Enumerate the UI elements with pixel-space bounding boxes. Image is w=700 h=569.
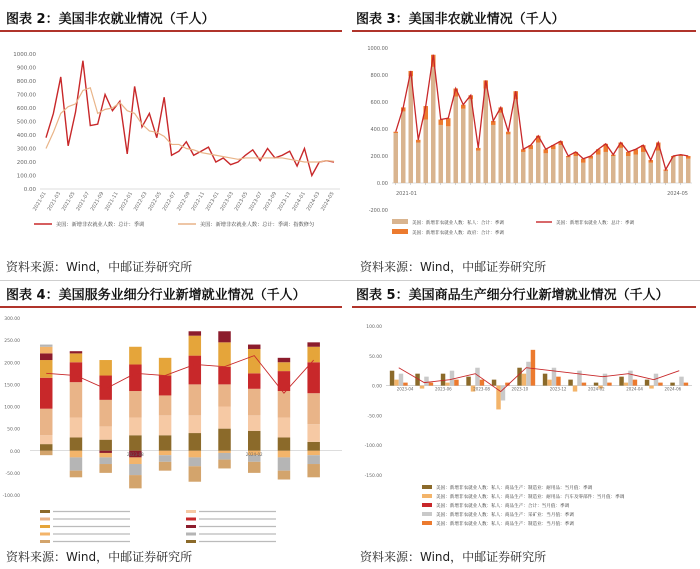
- x-tick-label: 2023-05: [233, 191, 250, 213]
- stacked-bar-chart: [0, 310, 348, 546]
- y-tick-label: 200.00: [16, 160, 36, 166]
- legend-swatch: [392, 229, 408, 234]
- bar-segment: [218, 460, 230, 469]
- bar-chart: [352, 34, 700, 264]
- bar-segment: [99, 426, 111, 439]
- y-tick-label: 200.00: [370, 154, 388, 160]
- bar-segment: [218, 407, 230, 429]
- bar: [399, 374, 403, 386]
- y-tick-label: -150.00: [364, 474, 382, 479]
- bar: [492, 380, 496, 386]
- bar-segment: [40, 444, 52, 451]
- bar-government: [439, 120, 444, 125]
- bar-segment: [278, 362, 290, 371]
- bar-segment: [40, 360, 52, 378]
- bar: [445, 383, 449, 386]
- bar-segment: [70, 451, 82, 458]
- y-tick-label: 0.00: [371, 384, 382, 390]
- bar-segment: [218, 384, 230, 406]
- bar-private: [409, 76, 414, 183]
- bar-private: [491, 125, 496, 183]
- bar: [526, 362, 530, 386]
- bar: [543, 374, 547, 386]
- chart-panel-4: [0, 284, 348, 569]
- bar-segment: [159, 395, 171, 415]
- bar-segment: [129, 418, 141, 436]
- source-note: 资料来源：Wind，中邮证券研究所: [6, 260, 193, 274]
- bar: [658, 383, 662, 386]
- bar-segment: [218, 451, 230, 453]
- bar: [531, 350, 535, 386]
- x-tick-label: 2022-03: [132, 191, 149, 213]
- bar: [568, 380, 572, 386]
- bar-segment: [218, 331, 230, 342]
- bar-segment: [99, 457, 111, 464]
- bar: [633, 380, 637, 386]
- legend-label: 美国：新增非农就业人数：政府：合计：季调: [412, 231, 504, 236]
- bar: [547, 380, 551, 386]
- bar-segment: [189, 384, 201, 415]
- x-tick-label: 2023-03: [219, 191, 235, 213]
- bar: [441, 374, 445, 386]
- bar: [517, 368, 521, 386]
- y-tick-label: 900.00: [16, 65, 36, 72]
- legend-swatch: [422, 494, 432, 498]
- y-tick-label: 50.00: [369, 354, 382, 360]
- y-tick-label: -100.00: [2, 494, 20, 499]
- bar-segment: [70, 382, 82, 417]
- legend-swatch: [40, 540, 50, 543]
- y-tick-label: 400.00: [16, 133, 36, 139]
- bar-private: [611, 156, 616, 183]
- bar-segment: [307, 455, 319, 464]
- legend-swatch: [40, 510, 50, 513]
- bar: [522, 374, 526, 386]
- x-tick-label: 2023-04: [396, 386, 414, 392]
- bar-private: [596, 155, 601, 183]
- legend-swatch: [422, 521, 432, 525]
- legend-swatch: [392, 219, 408, 224]
- bar-segment: [70, 353, 82, 362]
- bar-segment: [70, 362, 82, 382]
- legend-swatch: [422, 503, 432, 507]
- bar-private: [476, 151, 481, 183]
- bar-private: [461, 109, 466, 183]
- total-line: [46, 356, 313, 394]
- bar: [424, 377, 428, 386]
- bar-private: [649, 163, 654, 183]
- bar-private: [499, 113, 504, 183]
- bar-segment: [189, 415, 201, 433]
- bar-segment: [40, 353, 52, 360]
- legend-swatch: [40, 533, 50, 536]
- bar-government: [416, 140, 421, 143]
- x-tick-label: 2023-07: [248, 191, 264, 213]
- bar-private: [394, 133, 399, 183]
- legend-label: 美国：新增非农就业人数：私人：商品生产：合计：当月值：季调: [436, 504, 570, 509]
- legend-swatch: [40, 525, 50, 528]
- x-tick-label: 2024-05: [667, 191, 688, 197]
- y-tick-label: 700.00: [16, 92, 36, 99]
- bar: [450, 371, 454, 386]
- y-tick-label: 300.00: [16, 146, 36, 153]
- bar-segment: [307, 451, 319, 455]
- bar-private: [566, 157, 571, 183]
- y-tick-label: 1000.00: [367, 46, 388, 52]
- bar-private: [589, 159, 594, 183]
- bar-segment: [70, 471, 82, 478]
- x-tick-label: 2024-06: [664, 386, 682, 392]
- bar: [403, 383, 407, 386]
- bar-segment: [129, 457, 141, 464]
- line-chart: [0, 34, 348, 264]
- bar: [429, 383, 433, 386]
- x-tick-label: 2021-05: [60, 191, 77, 213]
- bar-segment: [129, 364, 141, 391]
- bar-segment: [307, 464, 319, 477]
- bar: [573, 386, 577, 392]
- y-tick-label: 300.00: [4, 317, 20, 322]
- y-tick-label: 800.00: [370, 73, 388, 79]
- bar-segment: [70, 351, 82, 353]
- bar-private: [559, 145, 564, 183]
- bar-segment: [99, 453, 111, 457]
- bar-segment: [278, 358, 290, 362]
- bar: [628, 371, 632, 386]
- y-tick-label: 400.00: [370, 127, 388, 133]
- legend-label: 美国：新增非农就业人数：私人：商品生产：制造业：当月值：季调: [436, 522, 574, 527]
- legend-swatch: [186, 525, 196, 528]
- bar-segment: [159, 435, 171, 450]
- bar-segment: [218, 367, 230, 385]
- bar-private: [581, 163, 586, 183]
- x-tick-label: 2023-01: [204, 191, 221, 213]
- bar-private: [401, 111, 406, 183]
- bar-segment: [40, 347, 52, 354]
- legend-label: 美国：新增非农就业人数：私人：合计：季调: [412, 221, 504, 226]
- x-tick-label: 2023-10: [511, 386, 529, 392]
- y-tick-label: -50.00: [5, 471, 20, 477]
- bar-segment: [129, 391, 141, 418]
- bar-segment: [70, 418, 82, 438]
- chart-panel-3: [352, 0, 700, 282]
- bar: [679, 377, 683, 386]
- legend-swatch: [40, 518, 50, 521]
- series-line-1: [46, 61, 334, 176]
- y-tick-label: 50.00: [7, 427, 20, 433]
- bar-segment: [278, 457, 290, 470]
- x-tick-label: 2022-07: [161, 191, 178, 213]
- bar-segment: [99, 400, 111, 427]
- bar-segment: [159, 455, 171, 462]
- bar-private: [604, 152, 609, 183]
- bar-segment: [307, 342, 319, 346]
- bar-segment: [278, 471, 290, 480]
- x-tick-label: 2023-09: [262, 191, 279, 213]
- chart-title: 图表 4：美国服务业细分行业新增就业情况（千人）: [6, 288, 306, 303]
- y-tick-label: 600.00: [16, 106, 36, 112]
- x-tick-label: 2021-09: [89, 191, 106, 213]
- bar-segment: [40, 435, 52, 444]
- bar-segment: [218, 429, 230, 451]
- title-underline: [352, 306, 696, 308]
- bar-segment: [129, 464, 141, 475]
- chart-title: 图表 2：美国非农就业情况（千人）: [6, 12, 215, 27]
- bar-private: [551, 149, 556, 183]
- bar-government: [506, 132, 511, 135]
- bar-segment: [278, 437, 290, 450]
- legend-swatch: [186, 510, 196, 513]
- bar-private: [679, 156, 684, 183]
- bar-segment: [70, 457, 82, 470]
- bar-segment: [218, 342, 230, 366]
- x-tick-label: 2022-11: [190, 191, 207, 213]
- bar-private: [619, 148, 624, 183]
- bar-private: [431, 67, 436, 183]
- bar-private: [544, 153, 549, 183]
- legend-swatch: [186, 533, 196, 536]
- bar-segment: [307, 442, 319, 451]
- title-underline: [0, 306, 342, 308]
- x-tick-label: 2021-07: [75, 191, 91, 213]
- y-tick-label: 150.00: [4, 383, 20, 389]
- bar-private: [634, 155, 639, 183]
- title-underline: [0, 30, 342, 32]
- bar-private: [439, 125, 444, 183]
- bar-government: [476, 148, 481, 151]
- bar-private: [686, 159, 691, 183]
- bar-private: [641, 152, 646, 183]
- x-tick-label: 2024-02: [245, 451, 263, 457]
- x-tick-label: 2023-12: [549, 386, 567, 392]
- source-note: 资料来源：Wind，中邮证券研究所: [360, 550, 547, 564]
- bar-segment: [278, 451, 290, 458]
- bar-segment: [278, 418, 290, 438]
- bar-segment: [99, 451, 111, 453]
- legend-label: 美国：新增非农就业人数：总计：季调：指数修匀: [200, 222, 315, 228]
- legend-swatch: [422, 512, 432, 516]
- bar: [594, 383, 598, 386]
- y-tick-label: 0.00: [23, 187, 36, 193]
- y-tick-label: 800.00: [16, 79, 36, 85]
- bar: [619, 377, 623, 386]
- chart-panel-2: [0, 0, 348, 282]
- bar-segment: [159, 376, 171, 396]
- bar-government: [686, 156, 691, 159]
- bar: [454, 380, 458, 386]
- bar: [645, 380, 649, 386]
- bar: [607, 383, 611, 386]
- y-tick-label: 600.00: [370, 100, 388, 106]
- bar-segment: [189, 457, 201, 466]
- bar-segment: [159, 415, 171, 435]
- bar: [466, 377, 470, 386]
- bar-private: [454, 97, 459, 183]
- y-tick-label: 0.00: [9, 449, 20, 455]
- y-tick-label: -100.00: [364, 444, 382, 450]
- bar-segment: [248, 389, 260, 416]
- bar-segment: [307, 347, 319, 362]
- bar: [649, 386, 653, 389]
- bar-segment: [99, 360, 111, 375]
- y-tick-label: 100.00: [366, 325, 382, 330]
- bar-segment: [248, 345, 260, 349]
- y-tick-label: 200.00: [4, 361, 20, 367]
- bar-segment: [189, 451, 201, 458]
- bar: [420, 386, 424, 389]
- bar-private: [626, 156, 631, 183]
- y-tick-label: 0.00: [376, 181, 388, 187]
- bar: [394, 380, 398, 386]
- bar-segment: [307, 362, 319, 393]
- bar-private: [671, 157, 676, 183]
- source-note: 资料来源：Wind，中邮证券研究所: [360, 260, 547, 274]
- series-line-2: [46, 88, 334, 162]
- x-tick-label: 2021-03: [46, 191, 63, 213]
- bar-segment: [189, 356, 201, 385]
- row-divider: [0, 280, 700, 281]
- bar-segment: [189, 433, 201, 451]
- chart-panel-5: [352, 284, 700, 569]
- bar: [556, 377, 560, 386]
- bar: [684, 383, 688, 386]
- x-tick-label: 2023-08: [127, 451, 144, 457]
- legend-label: 美国：新增非农就业人数：私人：商品生产：采矿业：当月值：季调: [436, 513, 574, 518]
- bar-private: [514, 99, 519, 183]
- y-tick-label: -50.00: [367, 414, 382, 420]
- y-tick-label: 100.00: [4, 405, 20, 411]
- y-tick-label: 250.00: [4, 339, 20, 345]
- bar-private: [656, 151, 661, 183]
- bar-segment: [129, 435, 141, 450]
- x-tick-label: 2021-01: [396, 191, 417, 197]
- bar-segment: [40, 451, 52, 455]
- bar-private: [506, 134, 511, 183]
- x-tick-label: 2022-01: [118, 191, 135, 213]
- x-tick-label: 2024-03: [305, 191, 322, 213]
- legend-swatch: [186, 518, 196, 521]
- x-tick-label: 2023-11: [276, 191, 293, 213]
- bar-private: [664, 171, 669, 183]
- chart-title: 图表 3：美国非农就业情况（千人）: [356, 12, 565, 27]
- bar-segment: [189, 466, 201, 481]
- legend-label: 美国：新增非农就业人数：私人：商品生产：制造业：耐用品：当月值：季调: [436, 486, 593, 491]
- bar-segment: [99, 464, 111, 473]
- bar-segment: [248, 462, 260, 473]
- bar-private: [521, 152, 526, 183]
- bar-private: [416, 143, 421, 184]
- bar-segment: [99, 376, 111, 400]
- bar-segment: [40, 378, 52, 409]
- bar-private: [424, 120, 429, 183]
- bar-private: [484, 89, 489, 184]
- legend-label: 美国：新增非农就业人数：总计：季调: [56, 222, 145, 228]
- bar-segment: [278, 391, 290, 418]
- bar-private: [446, 126, 451, 183]
- bar-segment: [129, 475, 141, 488]
- y-tick-label: 1000.00: [13, 52, 36, 58]
- bar-segment: [189, 331, 201, 335]
- bar-segment: [40, 409, 52, 436]
- bar: [480, 380, 484, 386]
- bar-segment: [99, 440, 111, 451]
- x-tick-label: 2023-08: [473, 386, 490, 392]
- bar-government: [446, 118, 451, 126]
- bar: [390, 371, 394, 386]
- bar-segment: [218, 453, 230, 460]
- bar-segment: [307, 424, 319, 442]
- legend-swatch: [186, 540, 196, 543]
- legend-label: 美国：新增非农就业人数：私人：商品生产：制造业：耐用品：汽车及零部件：当月值：季调: [436, 495, 625, 500]
- bar-segment: [159, 358, 171, 376]
- y-tick-label: 100.00: [16, 173, 36, 180]
- bar-segment: [248, 415, 260, 430]
- bar-segment: [159, 451, 171, 455]
- bar-segment: [129, 347, 141, 365]
- y-tick-label: -200.00: [368, 208, 388, 214]
- bar-private: [469, 99, 474, 183]
- x-tick-label: 2024-04: [626, 386, 643, 392]
- bar-private: [536, 143, 541, 184]
- x-tick-label: 2024-02: [588, 386, 605, 392]
- x-tick-label: 2024-05: [320, 191, 336, 213]
- x-tick-label: 2022-09: [176, 191, 192, 213]
- bar: [624, 383, 628, 386]
- bar: [603, 374, 607, 386]
- x-tick-label: 2024-01: [291, 191, 307, 213]
- bar-private: [574, 156, 579, 183]
- bar-segment: [248, 373, 260, 388]
- bar: [577, 371, 581, 386]
- x-tick-label: 2021-01: [32, 191, 48, 213]
- chart-title: 图表 5：美国商品生产细分行业新增就业情况（千人）: [356, 288, 669, 303]
- title-underline: [352, 30, 696, 32]
- bar-segment: [307, 393, 319, 424]
- stacked-bar-chart: [352, 310, 700, 546]
- x-tick-label: 2023-06: [435, 386, 452, 392]
- legend-swatch: [422, 485, 432, 489]
- y-tick-label: 500.00: [16, 119, 36, 126]
- x-tick-label: 2022-05: [147, 191, 163, 213]
- bar-segment: [189, 336, 201, 356]
- bar: [582, 383, 586, 386]
- bar-segment: [159, 462, 171, 471]
- legend-label: 美国：新增非农就业人数：总计：季调: [556, 221, 635, 226]
- bar-segment: [40, 345, 52, 347]
- x-tick-label: 2021-11: [104, 191, 120, 213]
- bar-segment: [70, 437, 82, 450]
- bar-government: [394, 132, 399, 133]
- source-note: 资料来源：Wind，中邮证券研究所: [6, 550, 193, 564]
- bar-private: [529, 149, 534, 183]
- bar-segment: [248, 431, 260, 451]
- bar: [670, 383, 674, 386]
